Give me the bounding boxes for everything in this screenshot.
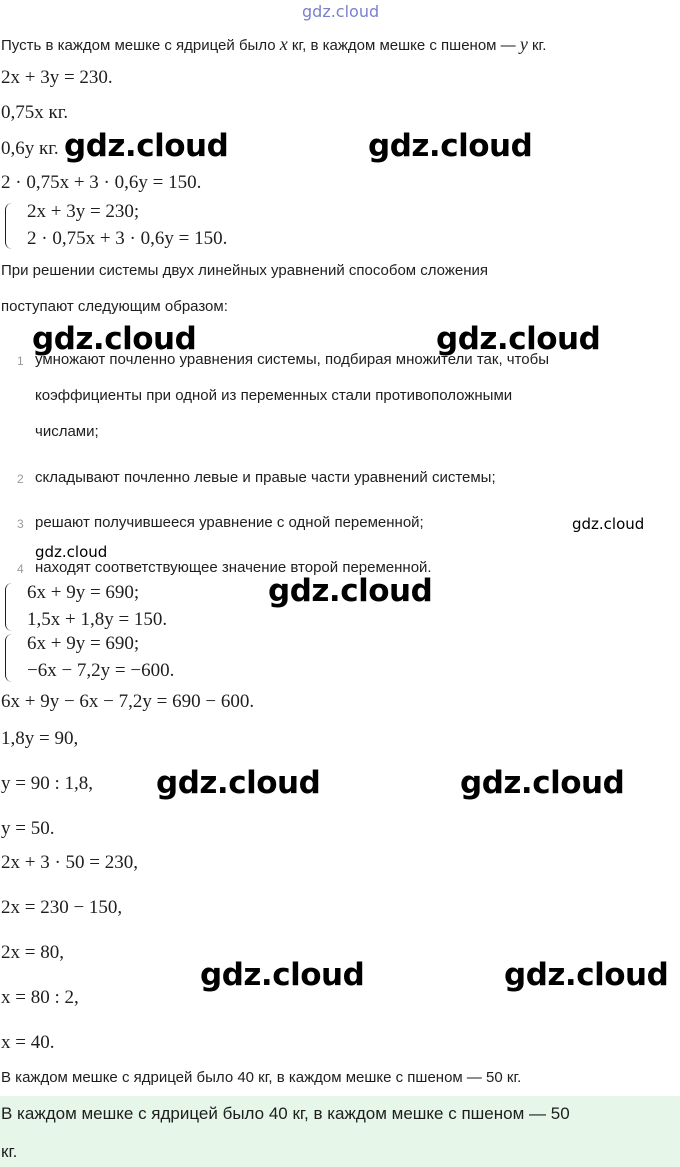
step-text: умножают почленно уравнения системы, подбирая множители так, чтобы xyxy=(35,351,550,368)
system3-eq2: −6x − 7,2y = −600. xyxy=(27,660,175,681)
intro-text xyxy=(1,34,546,55)
step-number: 4 xyxy=(17,562,24,576)
system2-eq1: 6x + 9y = 690; xyxy=(27,582,140,603)
watermark: gdz.cloud xyxy=(200,957,365,993)
watermark-top: gdz.cloud xyxy=(302,2,380,21)
solution-step: 6x + 9y − 6x − 7,2y = 690 − 600. xyxy=(1,691,255,712)
solution-step: x = 40. xyxy=(1,1032,55,1053)
system1-eq2: 2 · 0,75x + 3 · 0,6y = 150. xyxy=(27,228,228,249)
var-x: x xyxy=(279,34,288,54)
solution-step: 2x = 80, xyxy=(1,942,64,963)
equation-1: 2x + 3y = 230. xyxy=(1,67,113,88)
step-text: находят соответствующее значение второй переменной. xyxy=(35,559,432,576)
step-text: числами; xyxy=(35,423,99,440)
solution-step: 2x = 230 − 150, xyxy=(1,897,123,918)
solution-step: 2x + 3 · 50 = 230, xyxy=(1,852,139,873)
watermark: gdz.cloud xyxy=(460,765,625,801)
watermark: gdz.cloud xyxy=(504,957,669,993)
step-text: коэффициенты при одной из переменных стали противоположными xyxy=(35,387,513,404)
solution-step: y = 50. xyxy=(1,818,55,839)
weight-expr-2: 0,6y кг. xyxy=(1,138,59,159)
solution-step: y = 90 : 1,8, xyxy=(1,773,93,794)
system3-eq1: 6x + 9y = 690; xyxy=(27,633,140,654)
watermark: gdz.cloud xyxy=(35,543,108,561)
system-brace xyxy=(5,634,14,682)
method-intro-line2: поступают следующим образом: xyxy=(1,298,228,315)
watermark: gdz.cloud xyxy=(64,128,229,164)
step-number: 1 xyxy=(17,354,24,368)
method-intro-line1: При решении системы двух линейных уравнений способом сложения xyxy=(1,262,489,279)
answer-line-2: кг. xyxy=(1,1142,18,1161)
system-brace xyxy=(5,583,14,631)
intro-part-c: кг. xyxy=(527,37,547,54)
watermark: gdz.cloud xyxy=(368,128,533,164)
step-text: складывают почленно левые и правые части уравнений системы; xyxy=(35,469,496,486)
watermark: gdz.cloud xyxy=(572,515,645,533)
watermark: gdz.cloud xyxy=(32,321,197,357)
intro-part-a: Пусть в каждом мешке с ядрицей было xyxy=(1,37,280,54)
conclusion-text: В каждом мешке с ядрицей было 40 кг, в каждом мешке с пшеном — 50 кг. xyxy=(1,1069,522,1086)
answer-line-1: В каждом мешке с ядрицей было 40 кг, в каждом мешке с пшеном — 50 xyxy=(1,1104,570,1123)
watermark: gdz.cloud xyxy=(436,321,601,357)
watermark: gdz.cloud xyxy=(268,573,433,609)
step-number: 2 xyxy=(17,472,24,486)
watermark: gdz.cloud xyxy=(156,765,321,801)
solution-step: x = 80 : 2, xyxy=(1,987,79,1008)
weight-expr-1: 0,75x кг. xyxy=(1,102,69,123)
var-y: y xyxy=(519,34,528,54)
solution-step: 1,8y = 90, xyxy=(1,728,79,749)
equation-2: 2 · 0,75x + 3 · 0,6y = 150. xyxy=(1,172,202,193)
system1-eq1: 2x + 3y = 230; xyxy=(27,201,140,222)
step-text: решают получившееся уравнение с одной переменной; xyxy=(35,514,424,531)
intro-part-b: кг, в каждом мешке с пшеном — xyxy=(287,37,520,54)
system2-eq2: 1,5x + 1,8y = 150. xyxy=(27,609,168,630)
step-number: 3 xyxy=(17,517,24,531)
system-brace xyxy=(5,203,14,249)
